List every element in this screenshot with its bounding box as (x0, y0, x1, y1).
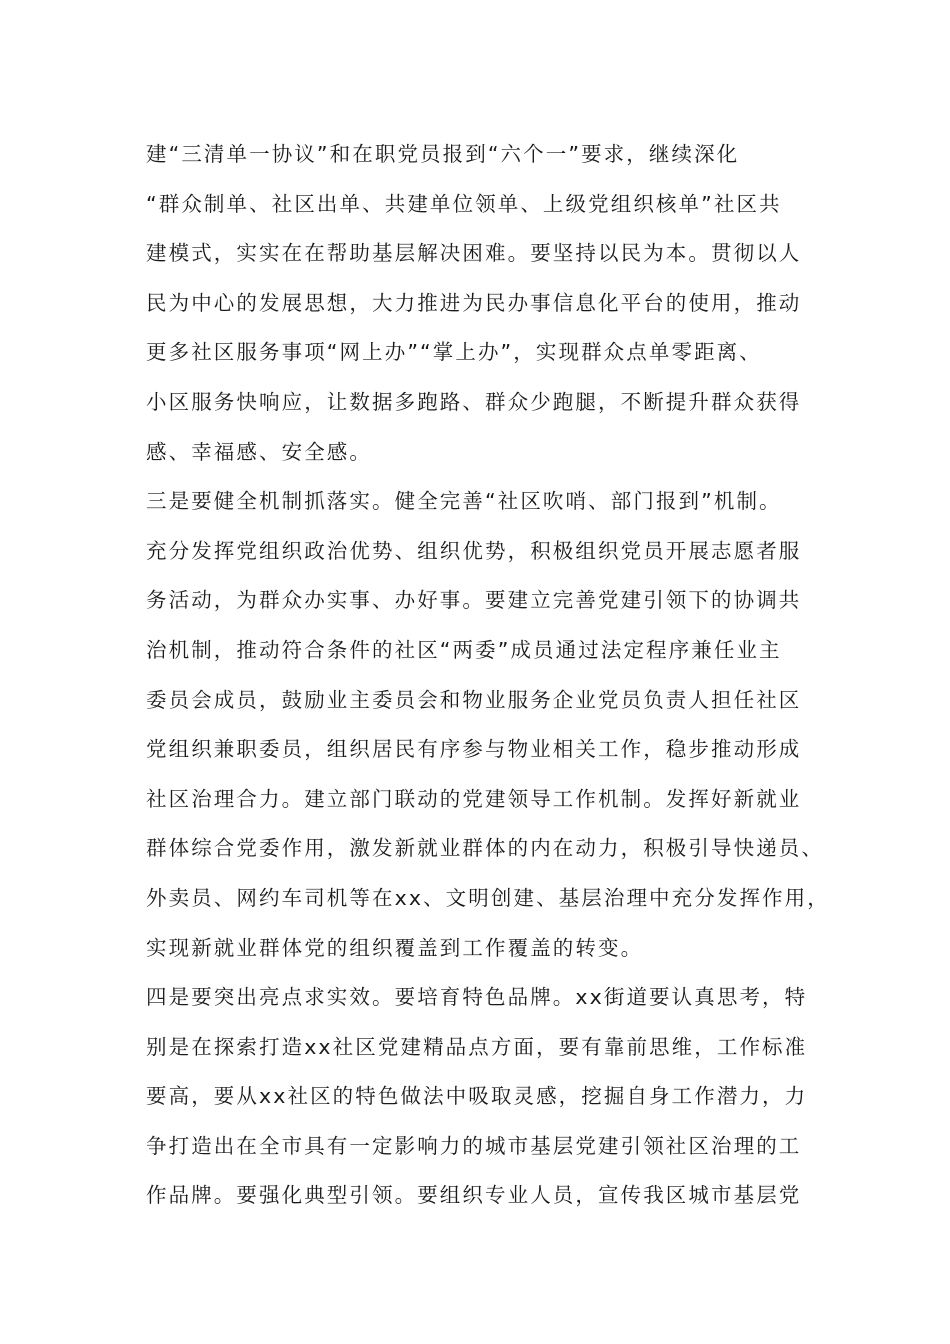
text-line: 要高，要从xx社区的特色做法中吸取灵感，挖掘自身工作潜力，力 (146, 1084, 808, 1109)
text-line: “群众制单、社区出单、共建单位领单、上级党组织核单”社区共 (146, 191, 782, 216)
text-line: 党组织兼职委员，组织居民有序参与物业相关工作，稳步推动形成 (146, 737, 802, 762)
text-line: 别是在探索打造xx社区党建精品点方面，要有靠前思维，工作标准 (146, 1034, 808, 1059)
text-line: 群体综合党委作用，激发新就业群体的内在动力，积极引导快递员、 (146, 836, 824, 861)
body-text (146, 130, 830, 1221)
text-line: 充分发挥党组织政治优势、组织优势，积极组织党员开展志愿者服 (146, 538, 802, 563)
text-line: 建模式，实实在在帮助基层解决困难。要坚持以民为本。贯彻以人 (146, 241, 802, 266)
text-line: 感、幸福感、安全感。 (146, 439, 372, 464)
text-line: 三是要健全机制抓落实。健全完善“社区吹哨、部门报到”机制。 (146, 489, 782, 514)
text-line: 小区服务快响应，让数据多跑路、群众少跑腿，不断提升群众获得 (146, 389, 802, 414)
text-line: 民为中心的发展思想，大力推进为民办事信息化平台的使用，推动 (146, 290, 802, 315)
text-line: 社区治理合力。建立部门联动的党建领导工作机制。发挥好新就业 (146, 786, 802, 811)
text-line: 实现新就业群体党的组织覆盖到工作覆盖的转变。 (146, 935, 644, 960)
text-line: 委员会成员，鼓励业主委员会和物业服务企业党员负责人担任社区 (146, 687, 802, 712)
text-line: 更多社区服务事项“网上办”“掌上办”，实现群众点单零距离、 (146, 340, 762, 365)
text-line: 争打造出在全市具有一定影响力的城市基层党建引领社区治理的工 (146, 1133, 802, 1158)
text-line: 治机制，推动符合条件的社区“两委”成员通过法定程序兼任业主 (146, 637, 782, 662)
text-line: 建“三清单一协议”和在职党员报到“六个一”要求，继续深化 (146, 142, 740, 166)
text-line: 务活动，为群众办实事、办好事。要建立完善党建引领下的协调共 (146, 588, 802, 613)
text-line: 四是要突出亮点求实效。要培育特色品牌。xx街道要认真思考，特 (146, 985, 808, 1010)
text-line: 作品牌。要强化典型引领。要组织专业人员，宣传我区城市基层党 (146, 1183, 802, 1208)
text-line: 外卖员、网约车司机等在xx、文明创建、基层治理中充分发挥作用， (146, 885, 830, 910)
